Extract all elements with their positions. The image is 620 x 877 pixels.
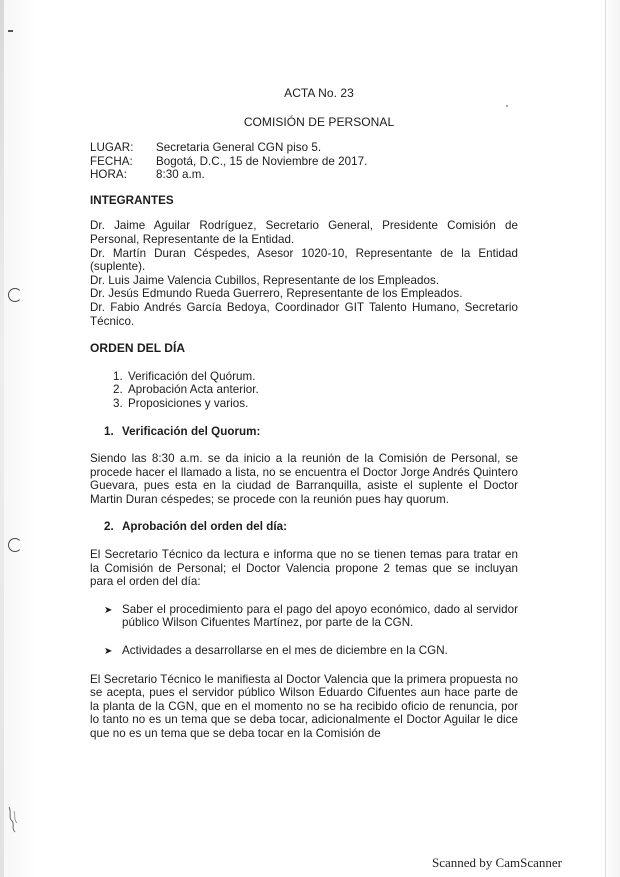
member-item: Dr. Martín Duran Céspedes, Asesor 1020-10, Representante de la Entidad (suplente).	[90, 246, 518, 274]
meta-value: 8:30 a.m.	[156, 168, 205, 182]
section-1-text: Siendo las 8:30 a.m. se da inicio a la reunión de la Comisión de Personal, se procede hacer el llamado a lista, no se encuentra el Doctor Jorge Andrés Quintero Guevara, pues esta en la ciudad de Barranquilla, asiste el suplente el Doctor Martin Duran céspedes; se procede con la reunión pues hay quorum.	[90, 452, 518, 506]
integrantes-heading: INTEGRANTES	[90, 193, 174, 207]
proposal-text: Actividades a desarrollarse en el mes de diciembre en la CGN.	[122, 644, 448, 658]
section-title: Aprobación del orden del día:	[122, 520, 288, 534]
proposal-item	[104, 603, 518, 630]
proposal-item	[104, 644, 518, 659]
member-item: Dr. Luis Jaime Valencia Cubillos, Representante de los Empleados.	[90, 273, 440, 287]
member-item: Dr. Fabio Andrés García Bedoya, Coordinador GIT Talento Humano, Secretario Técnico.	[90, 300, 518, 328]
section-2-text: El Secretario Técnico da lectura e informa que no se tienen temas para tratar en la Comisión de Personal; el Doctor Valencia propone 2 temas que se incluyan para el orden del día:	[90, 548, 518, 589]
proposal-text: Saber el procedimiento para el pago del apoyo económico, dado al servidor público Wilson Cifuentes Martínez, por parte de la CGN.	[122, 602, 518, 630]
page-right-edge	[605, 0, 606, 877]
member-item: Dr. Jaime Aguilar Rodríguez, Secretario General, Presidente Comisión de Personal, Representante de la Entidad.	[90, 219, 518, 246]
committee-title: COMISIÓN DE PERSONAL	[243, 115, 395, 129]
section-number: 2.	[104, 520, 114, 534]
arrow-bullet-icon: ➤	[104, 604, 113, 616]
member-item: Dr. Jesús Edmundo Rueda Guerrero, Representante de los Empleados.	[90, 287, 463, 301]
meta-value: Bogotá, D.C., 15 de Noviembre de 2017.	[156, 154, 368, 168]
meta-key: LUGAR:	[90, 141, 134, 154]
meeting-meta	[90, 141, 518, 182]
meta-key: FECHA:	[90, 154, 133, 168]
ink-smudge-icon	[6, 805, 22, 835]
agenda-item: 2. Aprobación Acta anterior.	[126, 383, 518, 397]
meta-row-hora	[90, 168, 518, 182]
acta-number: ACTA No. 23	[284, 86, 354, 100]
section-number: 1.	[104, 424, 114, 438]
proposal-list	[90, 603, 518, 659]
punch-hole-icon	[8, 288, 22, 302]
integrantes-list	[90, 219, 518, 328]
document-body	[90, 86, 518, 741]
agenda-item: 1. Verificación del Quórum.	[126, 370, 518, 384]
scan-mark	[8, 30, 13, 32]
page-left-edge-shadow	[0, 0, 4, 877]
section-2-closing-text: El Secretario Técnico le manifiesta al Doctor Valencia que la primera propuesta no se acepta, pues el servidor público Wilson Eduardo Cifuentes aun hace parte de la planta de la CGN, que en el momento no se ha recibido oficio de renuncia, por lo tanto no es un tema que se deba tocar, adicionalmente el Doctor Aguilar le dice que no es un tema que se deba tocar en la Comisión de	[90, 672, 518, 740]
meta-row-fecha	[90, 155, 518, 169]
punch-hole-icon	[8, 538, 22, 552]
scanner-watermark: Scanned by CamScanner	[432, 855, 562, 870]
section-1-heading	[90, 425, 518, 439]
agenda-list	[90, 370, 518, 411]
agenda-item: 3. Proposiciones y varios.	[126, 397, 518, 411]
meta-row-lugar	[90, 141, 518, 155]
meta-value: Secretaria General CGN piso 5.	[156, 141, 322, 154]
arrow-bullet-icon: ➤	[104, 646, 113, 658]
meta-key: HORA:	[90, 168, 127, 182]
section-2-heading	[90, 520, 518, 534]
orden-heading: ORDEN DEL DÍA	[90, 341, 186, 356]
section-title: Verificación del Quorum:	[122, 424, 261, 438]
